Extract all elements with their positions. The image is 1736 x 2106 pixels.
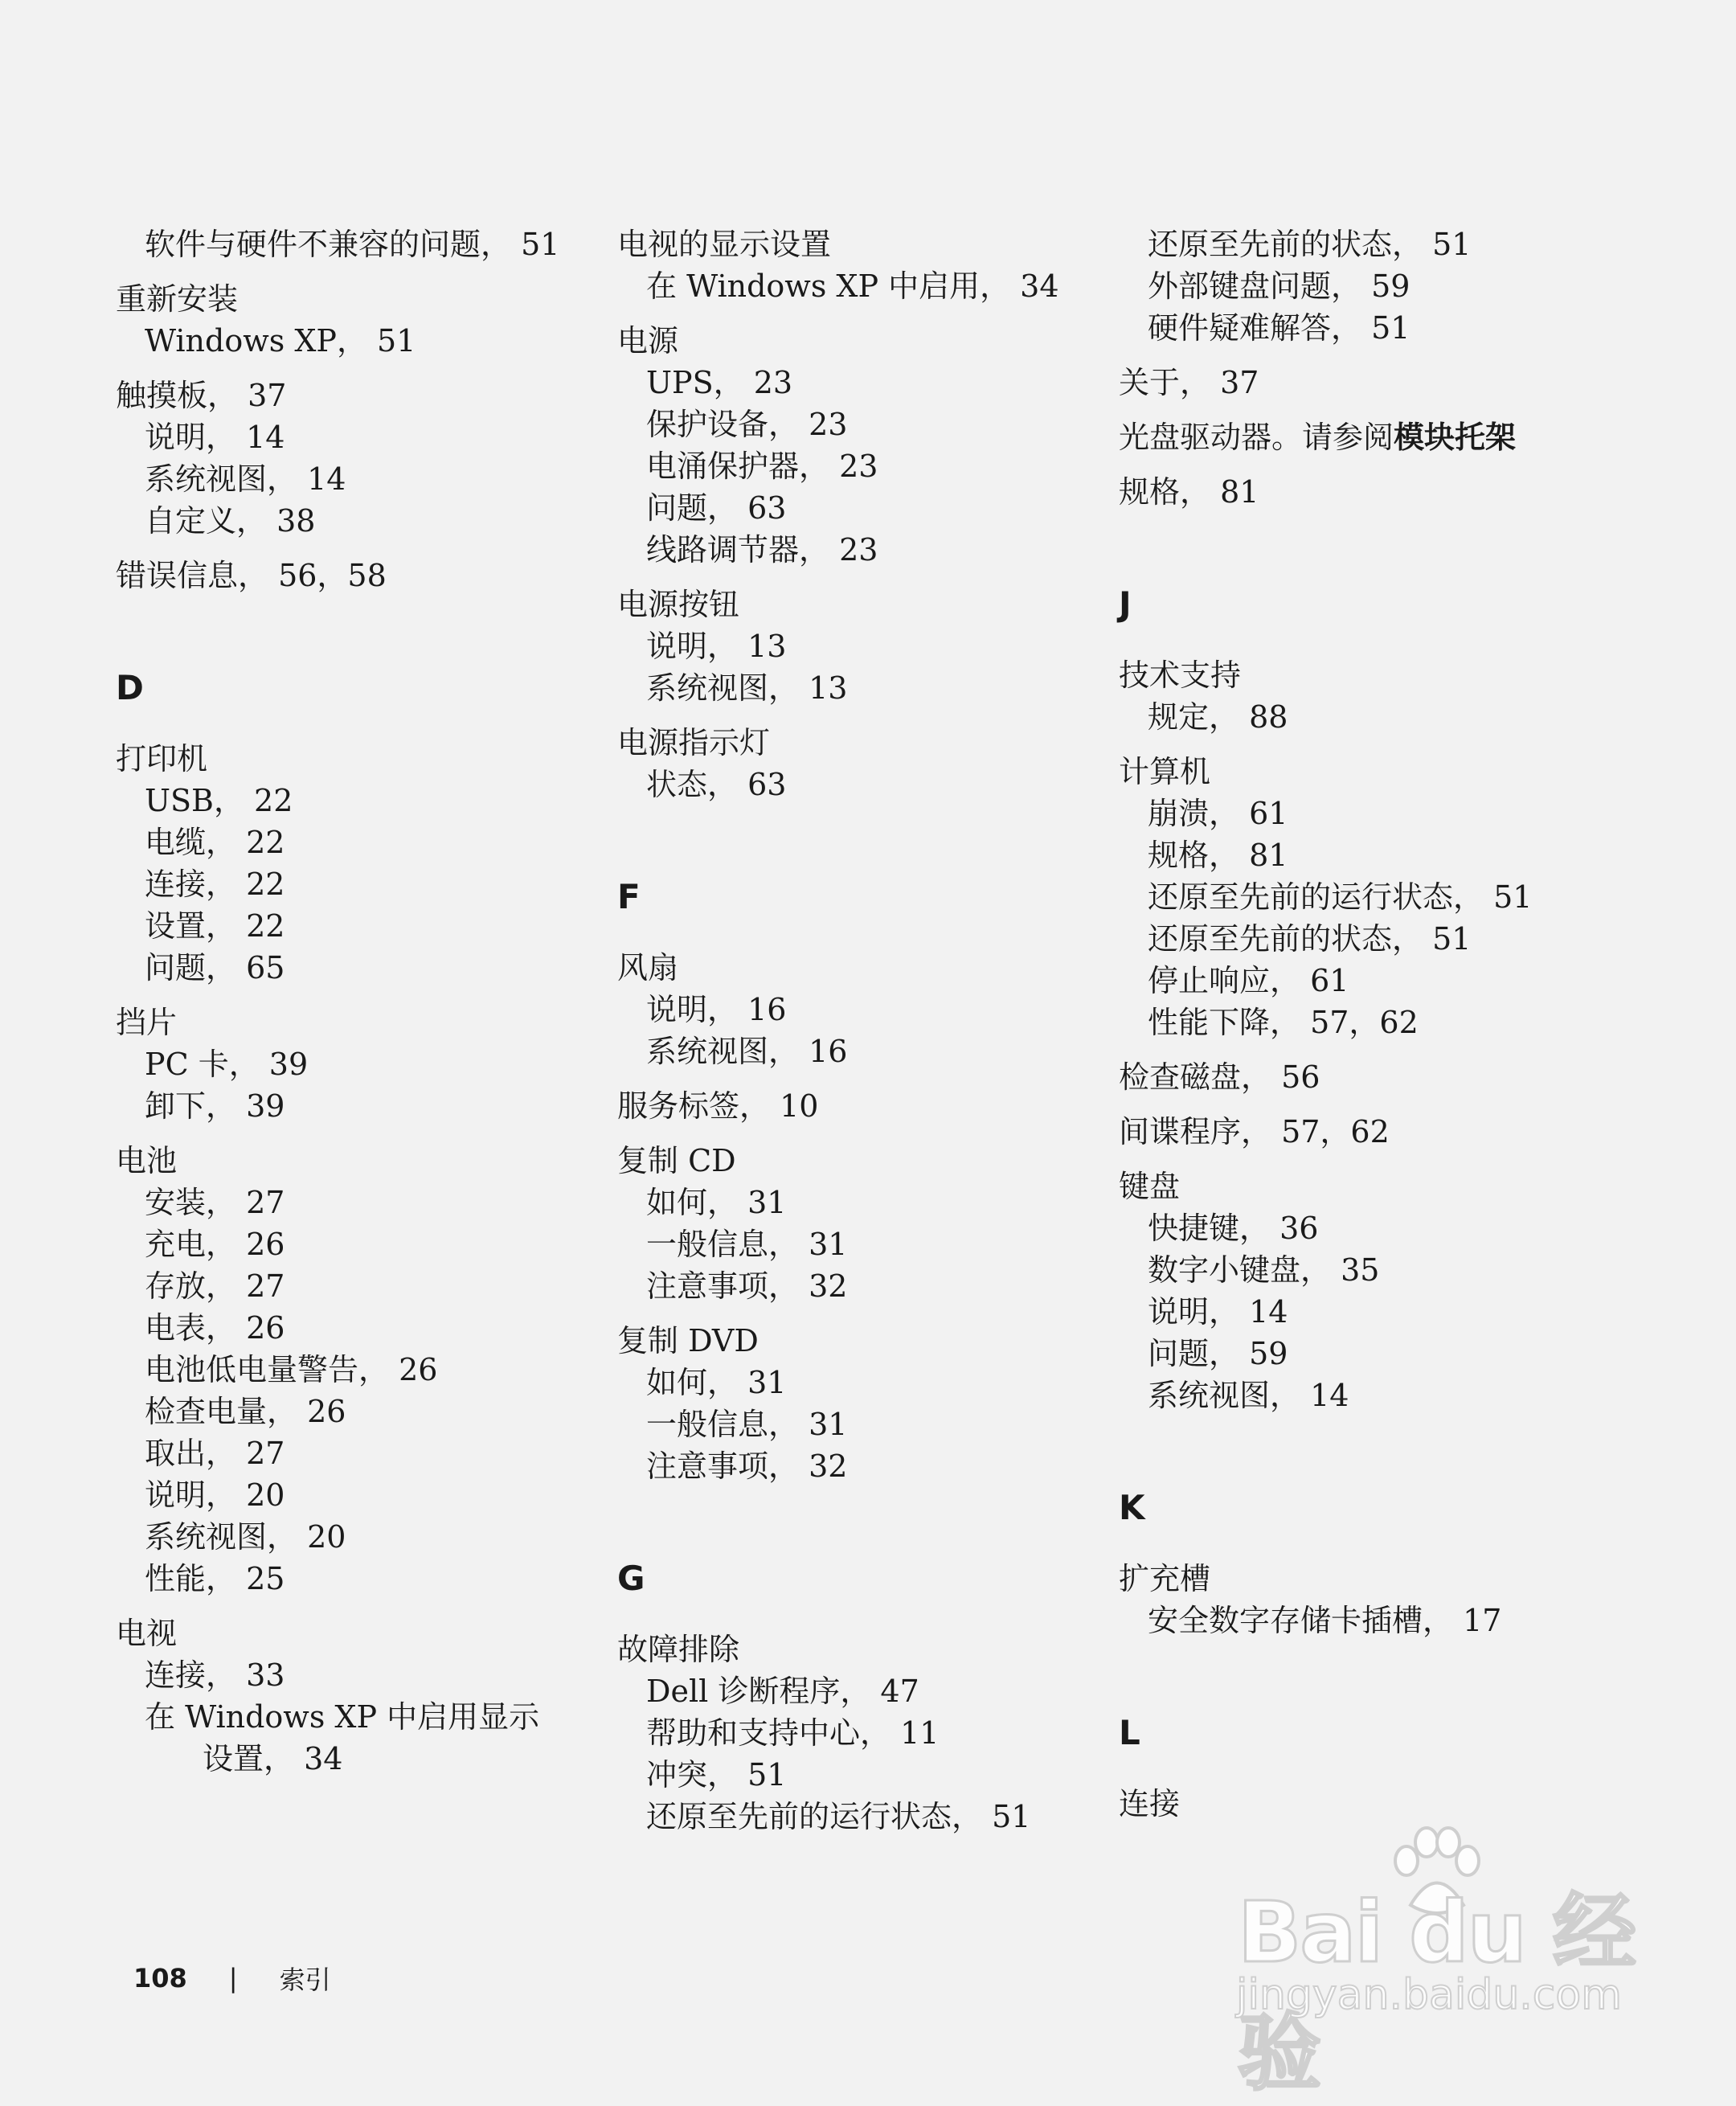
index-entry bbox=[617, 722, 1099, 805]
index-entry bbox=[116, 1612, 566, 1780]
index-entry bbox=[116, 555, 566, 596]
index-subterm-wrapped: 软件与硬件不兼容的问题， 51 bbox=[145, 227, 560, 262]
index-term-text: 规格， 81 bbox=[1119, 474, 1259, 510]
footer-section-title: 索引 bbox=[279, 1965, 331, 1995]
index-subterm: 问题， 63 bbox=[646, 490, 787, 526]
index-term bbox=[1119, 654, 1617, 696]
index-term bbox=[116, 375, 566, 416]
index-entry bbox=[1119, 654, 1617, 738]
index-subterm: 电池低电量警告， 26 bbox=[145, 1352, 438, 1387]
index-term-text: 故障排除 bbox=[617, 1632, 740, 1667]
index-term-text: 电池 bbox=[116, 1143, 178, 1178]
index-entry bbox=[617, 320, 1099, 571]
index-subterm: 保护设备， 23 bbox=[646, 407, 848, 442]
index-subterm: 卸下， 39 bbox=[145, 1088, 285, 1124]
index-subterm: 说明， 14 bbox=[1148, 1294, 1288, 1330]
index-subterm: 冲突， 51 bbox=[646, 1757, 787, 1793]
index-entry bbox=[617, 1140, 1099, 1307]
index-subterm: 问题， 65 bbox=[145, 950, 285, 985]
index-entry bbox=[116, 223, 566, 265]
index-term bbox=[116, 555, 566, 596]
index-subterm: 规定， 88 bbox=[1148, 699, 1288, 735]
index-subterm: 充电， 26 bbox=[145, 1227, 285, 1262]
index-term bbox=[116, 278, 566, 320]
index-subterm: 帮助和支持中心， 11 bbox=[646, 1715, 940, 1751]
index-term bbox=[1119, 471, 1617, 513]
index-subterm: 还原至先前的状态， 51 bbox=[1148, 227, 1472, 262]
index-subterm: 说明， 16 bbox=[646, 992, 787, 1027]
index-term-text: 电源按钮 bbox=[617, 587, 740, 622]
index-term bbox=[116, 1140, 566, 1182]
page-number: 108 bbox=[133, 1963, 187, 1993]
index-column-1 bbox=[116, 223, 566, 1793]
index-entry bbox=[1119, 362, 1617, 404]
index-subterm: 说明， 20 bbox=[145, 1477, 285, 1513]
index-term-text: 服务标签， 10 bbox=[617, 1088, 819, 1124]
index-term-text: 挡片 bbox=[116, 1005, 178, 1040]
baidu-watermark bbox=[1230, 1833, 1648, 2102]
index-subterm: 外部键盘问题， 59 bbox=[1148, 268, 1410, 304]
index-term-text: 连接 bbox=[1119, 1786, 1181, 1821]
index-term bbox=[1119, 1056, 1617, 1098]
index-term bbox=[116, 738, 566, 780]
index-entry bbox=[1119, 1783, 1617, 1825]
index-entry bbox=[1119, 1166, 1617, 1416]
index-subterm: 连接， 33 bbox=[145, 1657, 285, 1693]
index-subterm: 系统视图， 14 bbox=[1148, 1378, 1349, 1413]
index-subterm: 问题， 59 bbox=[1148, 1336, 1288, 1371]
index-subterm: 如何， 31 bbox=[646, 1185, 787, 1220]
index-term bbox=[617, 1629, 1099, 1670]
index-subterm: USB， 22 bbox=[145, 783, 293, 818]
index-term-text: 关于， 37 bbox=[1119, 365, 1259, 400]
index-subterm: 自定义， 38 bbox=[145, 503, 316, 539]
index-subterm: 规格， 81 bbox=[1148, 838, 1288, 873]
index-subterm: 取出， 27 bbox=[145, 1436, 285, 1471]
index-subterm: 一般信息， 31 bbox=[646, 1227, 848, 1262]
index-term bbox=[617, 223, 1099, 265]
index-subterm: 注意事项， 32 bbox=[646, 1448, 848, 1484]
index-subterm: 还原至先前的运行状态， 51 bbox=[646, 1799, 1031, 1834]
index-term-text: 风扇 bbox=[617, 950, 679, 985]
index-letter-heading: G bbox=[617, 1559, 645, 1598]
index-subterm: 连接， 22 bbox=[145, 867, 285, 902]
index-entry bbox=[617, 584, 1099, 709]
index-term-text: 重新安装 bbox=[116, 281, 239, 317]
index-subterm: 系统视图， 14 bbox=[145, 461, 346, 497]
index-subterm: 安装， 27 bbox=[145, 1185, 285, 1220]
index-term-text: 计算机 bbox=[1119, 754, 1211, 789]
index-term bbox=[617, 320, 1099, 362]
index-subterm: 设置， 22 bbox=[145, 908, 285, 944]
index-entry bbox=[617, 1085, 1099, 1127]
index-term-text: 触摸板， 37 bbox=[116, 378, 287, 413]
index-subterm: Dell 诊断程序， 47 bbox=[646, 1674, 919, 1709]
index-term bbox=[617, 1320, 1099, 1362]
index-entry bbox=[1119, 416, 1617, 458]
index-subterm: 系统视图， 16 bbox=[646, 1034, 848, 1069]
index-subterm: PC 卡， 39 bbox=[145, 1047, 309, 1082]
index-subterm: Windows XP， 51 bbox=[145, 323, 416, 359]
index-term bbox=[617, 584, 1099, 625]
index-entry bbox=[116, 375, 566, 542]
index-term-text: 打印机 bbox=[116, 741, 208, 776]
index-subterm: 状态， 63 bbox=[646, 767, 787, 802]
index-subterm: 系统视图， 20 bbox=[145, 1519, 346, 1555]
index-term-text: 电源 bbox=[617, 323, 679, 359]
index-entry bbox=[617, 947, 1099, 1072]
index-term bbox=[1119, 1111, 1617, 1153]
index-entry bbox=[617, 223, 1099, 307]
index-subterm: 系统视图， 13 bbox=[646, 670, 848, 706]
index-term bbox=[1119, 362, 1617, 404]
index-term bbox=[116, 1002, 566, 1043]
index-term bbox=[1119, 1166, 1617, 1207]
see-reference: 模块托架 bbox=[1394, 419, 1517, 455]
index-entry bbox=[1119, 1056, 1617, 1098]
index-entry bbox=[1119, 751, 1617, 1043]
index-term bbox=[617, 1085, 1099, 1127]
index-entry bbox=[1119, 1111, 1617, 1153]
index-subterm: 注意事项， 32 bbox=[646, 1268, 848, 1304]
index-term-text: 电视的显示设置 bbox=[617, 227, 832, 262]
index-subterm: 说明， 14 bbox=[145, 420, 285, 455]
index-subterm: 硬件疑难解答， 51 bbox=[1148, 310, 1410, 346]
index-subterm: 还原至先前的运行状态， 51 bbox=[1148, 879, 1533, 915]
index-term bbox=[1119, 1783, 1617, 1825]
index-subterm: 电缆， 22 bbox=[145, 825, 285, 860]
index-entry bbox=[1119, 223, 1617, 349]
index-entry bbox=[1119, 471, 1617, 513]
page-footer bbox=[133, 1960, 331, 1997]
index-subterm: 电涌保护器， 23 bbox=[646, 449, 878, 484]
index-entry bbox=[617, 1320, 1099, 1487]
index-subterm: 线路调节器， 23 bbox=[646, 532, 878, 567]
index-term-text: 间谍程序， 57，62 bbox=[1119, 1114, 1390, 1149]
index-letter-heading: L bbox=[1119, 1713, 1140, 1752]
watermark-brand: Bai du 经验 bbox=[1238, 1883, 1635, 2102]
index-term bbox=[1119, 416, 1617, 458]
index-term-text: 光盘驱动器。请参阅 bbox=[1119, 420, 1394, 455]
index-term-text: 键盘 bbox=[1119, 1169, 1181, 1204]
index-subterm: 快捷键， 36 bbox=[1148, 1211, 1319, 1246]
index-term bbox=[116, 1612, 566, 1654]
index-subterm: 说明， 13 bbox=[646, 629, 787, 664]
index-term-text: 检查磁盘， 56 bbox=[1119, 1059, 1320, 1095]
index-entry bbox=[116, 738, 566, 989]
index-term bbox=[617, 947, 1099, 989]
index-subterm: 性能， 25 bbox=[145, 1561, 285, 1596]
index-term bbox=[1119, 1558, 1617, 1600]
index-term bbox=[1119, 751, 1617, 793]
index-term-text: 错误信息， 56，58 bbox=[116, 558, 387, 593]
index-column-2 bbox=[617, 223, 1099, 1850]
index-subterm: 一般信息， 31 bbox=[646, 1407, 848, 1442]
index-subterm: 安全数字存储卡插槽， 17 bbox=[1148, 1603, 1502, 1638]
index-subterm: 停止响应， 61 bbox=[1148, 963, 1349, 998]
index-letter-heading: D bbox=[116, 668, 144, 707]
index-subterm: 数字小键盘， 35 bbox=[1148, 1252, 1380, 1288]
index-term bbox=[617, 722, 1099, 764]
index-term-text: 电视 bbox=[116, 1616, 178, 1651]
index-entry bbox=[116, 1140, 566, 1600]
index-letter-heading: J bbox=[1119, 584, 1132, 624]
footer-separator: | bbox=[228, 1963, 238, 1993]
index-entry bbox=[116, 1002, 566, 1127]
watermark-url: jingyan.baidu.com bbox=[1236, 1971, 1622, 2019]
index-term-text: 电源指示灯 bbox=[617, 725, 771, 760]
index-term-text: 扩充槽 bbox=[1119, 1561, 1211, 1596]
index-subterm: 存放， 27 bbox=[145, 1268, 285, 1304]
index-subterm: 检查电量， 26 bbox=[145, 1394, 346, 1429]
index-subterm: UPS， 23 bbox=[646, 365, 793, 400]
index-subterm: 如何， 31 bbox=[646, 1365, 787, 1400]
index-subterm: 在 Windows XP 中启用， 34 bbox=[646, 268, 1059, 304]
index-entry bbox=[1119, 1558, 1617, 1641]
index-column-3 bbox=[1119, 223, 1617, 1838]
index-subterm: 崩溃， 61 bbox=[1148, 796, 1288, 831]
index-subterm-wrapped: 在 Windows XP 中启用显示设置， 34 bbox=[145, 1699, 540, 1776]
index-term bbox=[617, 1140, 1099, 1182]
index-term-text: 复制 CD bbox=[617, 1143, 736, 1178]
index-entry bbox=[617, 1629, 1099, 1838]
index-subterm: 还原至先前的状态， 51 bbox=[1148, 921, 1472, 957]
index-entry bbox=[116, 278, 566, 362]
index-letter-heading: K bbox=[1119, 1488, 1145, 1527]
index-letter-heading: F bbox=[617, 877, 641, 916]
index-term-text: 技术支持 bbox=[1119, 658, 1242, 693]
index-term-text: 复制 DVD bbox=[617, 1323, 759, 1358]
index-subterm: 性能下降， 57，62 bbox=[1148, 1005, 1419, 1040]
index-subterm: 电表， 26 bbox=[145, 1310, 285, 1346]
